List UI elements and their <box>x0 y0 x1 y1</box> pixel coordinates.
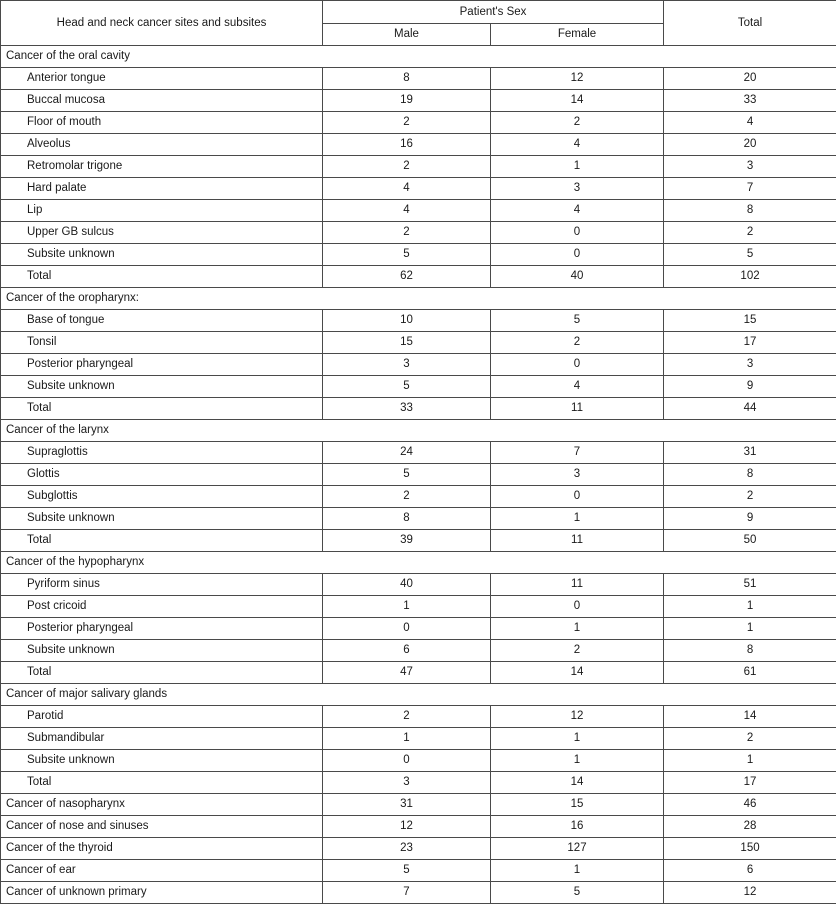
male-count: 3 <box>323 772 491 794</box>
total-count: 51 <box>664 574 836 596</box>
male-count: 4 <box>323 178 491 200</box>
site-label: Cancer of nose and sinuses <box>1 816 323 838</box>
site-label: Total <box>1 266 323 288</box>
subsite-row <box>1 332 836 354</box>
total-count: 8 <box>664 200 836 222</box>
site-label: Posterior pharyngeal <box>1 354 323 376</box>
total-count: 44 <box>664 398 836 420</box>
site-label: Buccal mucosa <box>1 90 323 112</box>
female-count: 1 <box>491 618 664 640</box>
female-count: 16 <box>491 816 664 838</box>
subsite-row <box>1 442 836 464</box>
subsite-row <box>1 508 836 530</box>
total-count: 15 <box>664 310 836 332</box>
total-count: 20 <box>664 68 836 90</box>
male-count: 1 <box>323 596 491 618</box>
total-count: 20 <box>664 134 836 156</box>
female-count: 1 <box>491 750 664 772</box>
total-count: 1 <box>664 750 836 772</box>
site-label: Base of tongue <box>1 310 323 332</box>
male-count: 8 <box>323 68 491 90</box>
male-count: 33 <box>323 398 491 420</box>
male-count: 3 <box>323 354 491 376</box>
subsite-row <box>1 574 836 596</box>
subsite-row <box>1 772 836 794</box>
subsite-row <box>1 200 836 222</box>
site-label: Pyriform sinus <box>1 574 323 596</box>
female-count: 14 <box>491 90 664 112</box>
male-count: 1 <box>323 728 491 750</box>
subsite-row <box>1 90 836 112</box>
female-count: 40 <box>491 266 664 288</box>
subsite-row <box>1 156 836 178</box>
site-label: Glottis <box>1 464 323 486</box>
total-count: 17 <box>664 772 836 794</box>
subsite-row <box>1 244 836 266</box>
site-label: Cancer of nasopharynx <box>1 794 323 816</box>
total-count: 150 <box>664 838 836 860</box>
site-label: Anterior tongue <box>1 68 323 90</box>
male-count: 16 <box>323 134 491 156</box>
site-row <box>1 860 836 882</box>
male-count: 2 <box>323 156 491 178</box>
subsite-row <box>1 486 836 508</box>
subsite-row <box>1 596 836 618</box>
total-count: 33 <box>664 90 836 112</box>
subsite-row <box>1 640 836 662</box>
site-label: Parotid <box>1 706 323 728</box>
site-row <box>1 794 836 816</box>
male-count: 40 <box>323 574 491 596</box>
subsite-row <box>1 266 836 288</box>
female-count: 5 <box>491 310 664 332</box>
site-label: Total <box>1 772 323 794</box>
male-count: 31 <box>323 794 491 816</box>
total-count: 50 <box>664 530 836 552</box>
male-count: 24 <box>323 442 491 464</box>
subsite-row <box>1 68 836 90</box>
total-count: 17 <box>664 332 836 354</box>
group-label: Cancer of the larynx <box>1 420 836 442</box>
total-count: 31 <box>664 442 836 464</box>
male-count: 19 <box>323 90 491 112</box>
table-header <box>1 1 836 46</box>
total-count: 2 <box>664 222 836 244</box>
female-count: 4 <box>491 200 664 222</box>
site-label: Total <box>1 398 323 420</box>
subsite-row <box>1 134 836 156</box>
subsite-row <box>1 464 836 486</box>
female-count: 127 <box>491 838 664 860</box>
site-label: Subsite unknown <box>1 640 323 662</box>
subsite-row <box>1 310 836 332</box>
female-count: 3 <box>491 178 664 200</box>
site-label: Total <box>1 530 323 552</box>
female-count: 1 <box>491 156 664 178</box>
total-count: 102 <box>664 266 836 288</box>
male-count: 10 <box>323 310 491 332</box>
male-count: 2 <box>323 112 491 134</box>
site-label: Submandibular <box>1 728 323 750</box>
subsite-row <box>1 222 836 244</box>
site-label: Floor of mouth <box>1 112 323 134</box>
site-label: Subsite unknown <box>1 508 323 530</box>
male-count: 5 <box>323 464 491 486</box>
male-count: 12 <box>323 816 491 838</box>
female-count: 12 <box>491 706 664 728</box>
female-column-header: Female <box>491 24 664 46</box>
total-count: 5 <box>664 244 836 266</box>
male-count: 47 <box>323 662 491 684</box>
male-count: 0 <box>323 618 491 640</box>
male-count: 2 <box>323 486 491 508</box>
site-label: Subsite unknown <box>1 750 323 772</box>
female-count: 14 <box>491 662 664 684</box>
site-label: Subsite unknown <box>1 376 323 398</box>
group-label: Cancer of the oral cavity <box>1 46 836 68</box>
male-count: 8 <box>323 508 491 530</box>
site-label: Lip <box>1 200 323 222</box>
female-count: 0 <box>491 222 664 244</box>
group-header-row <box>1 684 836 706</box>
site-row <box>1 816 836 838</box>
male-count: 39 <box>323 530 491 552</box>
female-count: 11 <box>491 574 664 596</box>
female-count: 1 <box>491 860 664 882</box>
group-label: Cancer of the hypopharynx <box>1 552 836 574</box>
male-count: 62 <box>323 266 491 288</box>
total-count: 6 <box>664 860 836 882</box>
site-label: Supraglottis <box>1 442 323 464</box>
total-count: 9 <box>664 508 836 530</box>
female-count: 4 <box>491 134 664 156</box>
female-count: 0 <box>491 486 664 508</box>
total-count: 8 <box>664 464 836 486</box>
female-count: 15 <box>491 794 664 816</box>
site-label: Retromolar trigone <box>1 156 323 178</box>
male-column-header: Male <box>323 24 491 46</box>
total-count: 4 <box>664 112 836 134</box>
subsite-row <box>1 112 836 134</box>
site-label: Cancer of unknown primary <box>1 882 323 904</box>
patient-sex-header: Patient's Sex <box>323 1 664 24</box>
total-count: 46 <box>664 794 836 816</box>
site-label: Subglottis <box>1 486 323 508</box>
female-count: 1 <box>491 508 664 530</box>
subsite-row <box>1 530 836 552</box>
subsite-row <box>1 618 836 640</box>
site-label: Alveolus <box>1 134 323 156</box>
site-label: Posterior pharyngeal <box>1 618 323 640</box>
male-count: 0 <box>323 750 491 772</box>
female-count: 1 <box>491 728 664 750</box>
total-column-header: Total <box>664 1 836 46</box>
table-body <box>1 46 836 904</box>
female-count: 11 <box>491 398 664 420</box>
total-count: 3 <box>664 156 836 178</box>
total-count: 2 <box>664 728 836 750</box>
female-count: 4 <box>491 376 664 398</box>
site-row <box>1 882 836 904</box>
male-count: 15 <box>323 332 491 354</box>
female-count: 0 <box>491 354 664 376</box>
site-label: Hard palate <box>1 178 323 200</box>
total-count: 2 <box>664 486 836 508</box>
site-column-header: Head and neck cancer sites and subsites <box>1 1 323 46</box>
male-count: 5 <box>323 860 491 882</box>
total-count: 28 <box>664 816 836 838</box>
subsite-row <box>1 662 836 684</box>
subsite-row <box>1 728 836 750</box>
site-label: Total <box>1 662 323 684</box>
female-count: 0 <box>491 244 664 266</box>
female-count: 3 <box>491 464 664 486</box>
female-count: 14 <box>491 772 664 794</box>
male-count: 6 <box>323 640 491 662</box>
male-count: 5 <box>323 244 491 266</box>
male-count: 7 <box>323 882 491 904</box>
subsite-row <box>1 376 836 398</box>
group-header-row <box>1 288 836 310</box>
subsite-row <box>1 178 836 200</box>
group-header-row <box>1 420 836 442</box>
total-count: 1 <box>664 596 836 618</box>
total-count: 1 <box>664 618 836 640</box>
subsite-row <box>1 398 836 420</box>
site-row <box>1 838 836 860</box>
site-label: Tonsil <box>1 332 323 354</box>
female-count: 7 <box>491 442 664 464</box>
male-count: 23 <box>323 838 491 860</box>
male-count: 2 <box>323 222 491 244</box>
female-count: 5 <box>491 882 664 904</box>
female-count: 2 <box>491 640 664 662</box>
site-label: Post cricoid <box>1 596 323 618</box>
total-count: 14 <box>664 706 836 728</box>
group-header-row <box>1 552 836 574</box>
group-label: Cancer of major salivary glands <box>1 684 836 706</box>
group-header-row <box>1 46 836 68</box>
site-label: Cancer of ear <box>1 860 323 882</box>
male-count: 2 <box>323 706 491 728</box>
total-count: 8 <box>664 640 836 662</box>
female-count: 0 <box>491 596 664 618</box>
total-count: 3 <box>664 354 836 376</box>
subsite-row <box>1 750 836 772</box>
group-label: Cancer of the oropharynx: <box>1 288 836 310</box>
subsite-row <box>1 354 836 376</box>
female-count: 12 <box>491 68 664 90</box>
site-label: Upper GB sulcus <box>1 222 323 244</box>
total-count: 9 <box>664 376 836 398</box>
total-count: 12 <box>664 882 836 904</box>
total-count: 61 <box>664 662 836 684</box>
female-count: 2 <box>491 332 664 354</box>
site-label: Cancer of the thyroid <box>1 838 323 860</box>
male-count: 5 <box>323 376 491 398</box>
female-count: 11 <box>491 530 664 552</box>
site-label: Subsite unknown <box>1 244 323 266</box>
male-count: 4 <box>323 200 491 222</box>
subsite-row <box>1 706 836 728</box>
female-count: 2 <box>491 112 664 134</box>
total-count: 7 <box>664 178 836 200</box>
